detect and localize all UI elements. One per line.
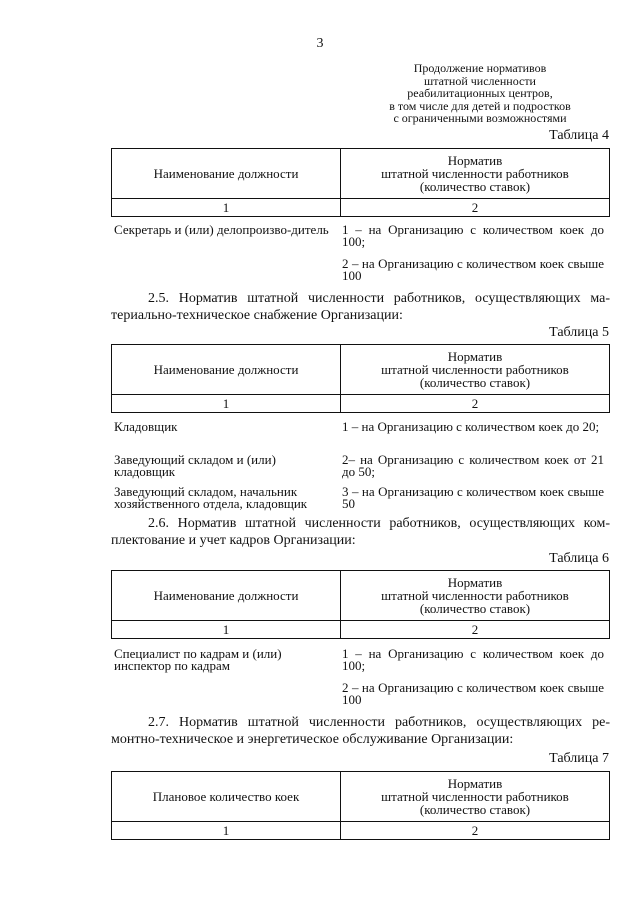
norm-line: (количество ставок) — [419, 802, 531, 817]
col-header-norm — [341, 772, 610, 822]
norm-line: штатной численности работников — [381, 166, 569, 181]
norm-line: Норматив — [447, 153, 503, 168]
table-row-norm: 2 – на Организацию с количеством коек свыше 100 — [342, 256, 604, 283]
table-5 — [111, 344, 610, 413]
col-header-position: Наименование должности — [112, 149, 341, 199]
table-row-norm: 2– на Организацию с количеством коек от 21 до 50; — [342, 452, 604, 479]
table-row-norm: 1 – на Организацию с количеством коек до 100; — [342, 646, 604, 673]
col-header-position: Наименование должности — [112, 571, 341, 621]
paragraph-2-7: 2.7. Норматив штатной численности работников, осуществляющих ре-монтно-техническое и энергетическое обслуживание Организации: — [111, 715, 610, 747]
paragraph-2-5: 2.5. Норматив штатной численности работников, осуществляющих ма-териально-техническое снабжение Организации: — [111, 291, 610, 323]
table-4 — [111, 148, 610, 217]
table-row-norm: 3 – на Организацию с количеством коек свыше 50 — [342, 484, 604, 511]
col-number: 1 — [112, 621, 341, 639]
header-line: в том числе для детей и подростков — [389, 98, 571, 113]
continuation-header — [330, 62, 630, 125]
paragraph-2-6: 2.6. Норматив штатной численности работников, осуществляющих ком-плектование и учет кадров Организации: — [111, 516, 610, 548]
col-number: 2 — [341, 822, 610, 840]
col-header-position: Наименование должности — [112, 345, 341, 395]
col-header-norm — [341, 571, 610, 621]
norm-line: Норматив — [447, 349, 503, 364]
header-line: с ограниченными возможностями — [393, 111, 567, 125]
table-6 — [111, 570, 610, 639]
norm-line: (количество ставок) — [419, 179, 531, 194]
col-header-norm — [341, 345, 610, 395]
page-number: 3 — [316, 36, 324, 51]
table-row-norm: 2 – на Организацию с количеством коек свыше 100 — [342, 680, 604, 707]
norm-line: штатной численности работников — [381, 588, 569, 603]
col-header-beds: Плановое количество коек — [112, 772, 341, 822]
table-4-label: Таблица 4 — [549, 128, 609, 143]
table-row-position: Заведующий складом и (или) кладовщик — [114, 452, 276, 479]
table-7 — [111, 771, 610, 840]
norm-line: Норматив — [447, 575, 503, 590]
col-header-norm — [341, 149, 610, 199]
norm-line: штатной численности работников — [381, 789, 569, 804]
header-line: Продолжение нормативов — [413, 61, 547, 75]
norm-line: (количество ставок) — [419, 375, 531, 390]
col-number: 1 — [112, 395, 341, 413]
col-number: 2 — [341, 395, 610, 413]
table-row-position: Заведующий складом, начальник хозяйственного отдела, кладовщик — [114, 484, 308, 511]
col-number: 2 — [341, 621, 610, 639]
header-line: штатной численности — [424, 73, 536, 88]
col-number: 2 — [341, 199, 610, 217]
table-row-norm: 1 – на Организацию с количеством коек до 100; — [342, 222, 604, 249]
table-row-position: Специалист по кадрам и (или) инспектор по кадрам — [114, 646, 282, 673]
table-row-position: Кладовщик — [114, 419, 178, 434]
col-number: 1 — [112, 822, 341, 840]
table-row-position: Секретарь и (или) делопроизво-дитель — [114, 222, 329, 237]
norm-line: Норматив — [447, 776, 503, 791]
table-6-label: Таблица 6 — [549, 551, 609, 566]
norm-line: (количество ставок) — [419, 601, 531, 616]
table-row-norm: 1 – на Организацию с количеством коек до 20; — [342, 419, 600, 434]
header-line: реабилитационных центров, — [407, 86, 553, 100]
table-5-label: Таблица 5 — [549, 325, 609, 340]
norm-line: штатной численности работников — [381, 362, 569, 377]
table-7-label: Таблица 7 — [549, 751, 609, 766]
col-number: 1 — [112, 199, 341, 217]
